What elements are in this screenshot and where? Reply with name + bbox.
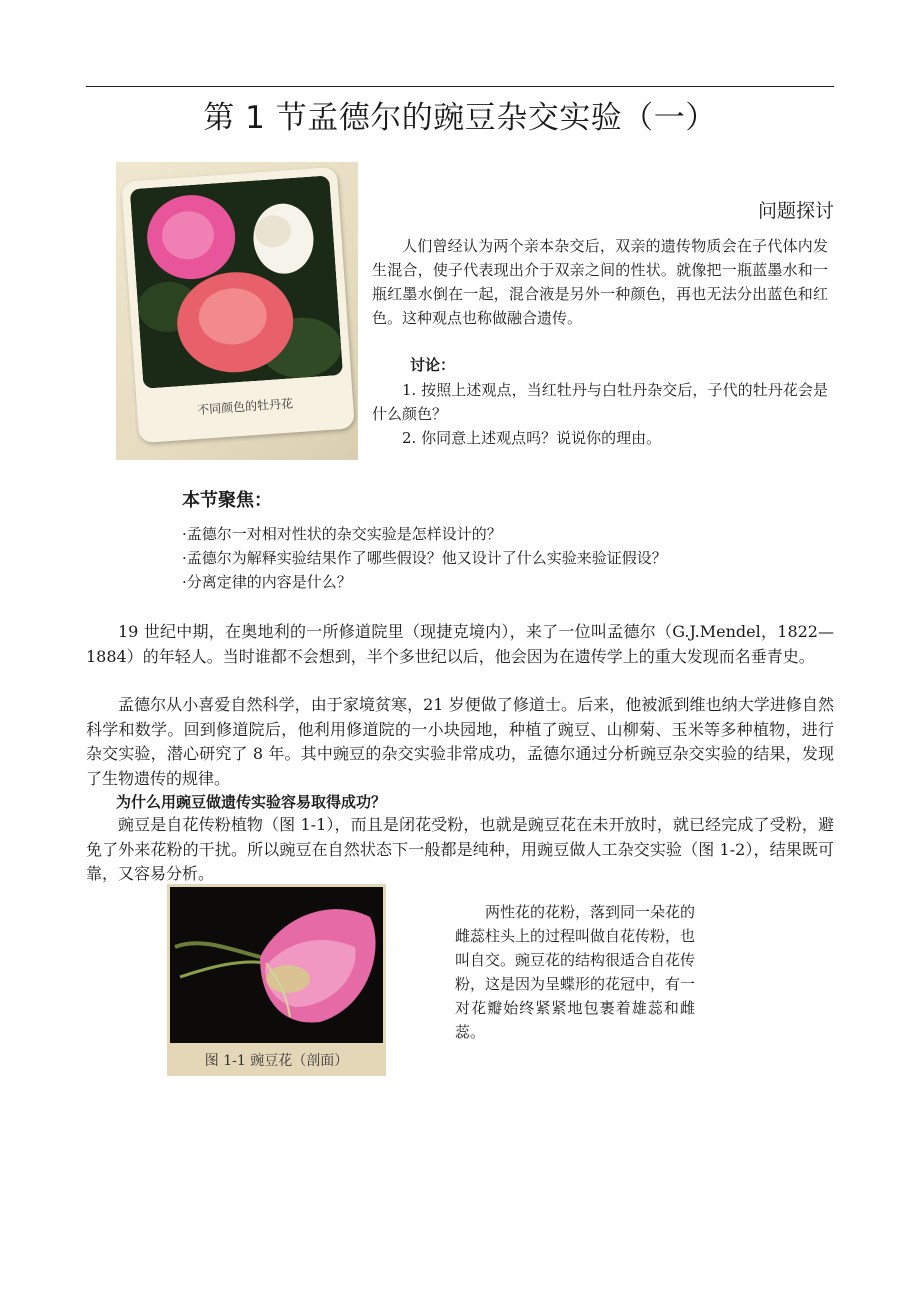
discussion-item-2: 2. 你同意上述观点吗？说说你的理由。: [402, 429, 662, 447]
pea-figure: [167, 884, 386, 1076]
top-rule: [86, 86, 834, 87]
focus-item: ·孟德尔一对相对性状的杂交实验是怎样设计的？: [182, 525, 502, 543]
peony-figure: [116, 162, 358, 460]
problem-heading: 问题探讨: [757, 200, 834, 222]
section-question: 为什么用豌豆做遗传实验容易取得成功？: [116, 793, 387, 811]
focus-item: ·分离定律的内容是什么？: [182, 573, 352, 591]
focus-heading: 本节聚焦：: [182, 490, 272, 511]
peony-photo: [130, 175, 343, 388]
body-paragraph-3: 豌豆是自花传粉植物（图 1-1），而且是闭花受粉，也就是豌豆花在未开放时，就已经完成了受粉，避免了外来花粉的干扰。所以豌豆在自然状态下一般都是纯种，用豌豆做人工杂交实验（图 1-2），结果既可靠，又容易分析。: [86, 815, 834, 883]
peony-caption: 不同颜色的牡丹花: [196, 396, 294, 418]
peony-card: [121, 167, 355, 443]
figure-side-note: 两性花的花粉，落到同一朵花的雌蕊柱头上的过程叫做自花传粉，也叫自交。豌豆花的结构很适合自花传粉，这是因为呈蝶形的花冠中，有一对花瓣始终紧紧地包裹着雄蕊和雌蕊。: [455, 903, 696, 1041]
focus-item: ·孟德尔为解释实验结果作了哪些假设？他又设计了什么实验来验证假设？: [182, 549, 667, 567]
discussion-label: 讨论：: [410, 356, 456, 374]
pea-flower-photo: [170, 887, 383, 1043]
body-paragraph-2: 孟德尔从小喜爱自然科学，由于家境贫寒，21 岁便做了修道士。后来，他被派到维也纳大学进修自然科学和数学。回到修道院后，他利用修道院的一小块园地，种植了豌豆、山柳菊、玉米等多种植物，进行杂交实验，潜心研究了 8 年。其中豌豆的杂交实验非常成功，孟德尔通过分析豌豆杂交实验的结果，发现了生物遗传的规律。: [86, 695, 834, 788]
discussion-item-1: 1. 按照上述观点，当红牡丹与白牡丹杂交后，子代的牡丹花会是什么颜色？: [372, 381, 828, 423]
problem-paragraph: 人们曾经认为两个亲本杂交后，双亲的遗传物质会在子代体内发生混合，使子代表现出介于双亲之间的性状。就像把一瓶蓝墨水和一瓶红墨水倒在一起，混合液是另外一种颜色，再也无法分出蓝色和红色。这种观点也称做融合遗传。: [372, 237, 828, 327]
page-title: 第 1 节孟德尔的豌豆杂交实验（一）: [203, 100, 717, 136]
pea-figure-caption: 图 1-1 豌豆花（剖面）: [204, 1053, 349, 1069]
focus-list: [182, 522, 822, 594]
body-paragraph-1: 19 世纪中期，在奥地利的一所修道院里（现捷克境内），来了一位叫孟德尔（G.J.Mendel，1822—1884）的年轻人。当时谁都不会想到，半个多世纪以后，他会因为在遗传学上的重大发现而名垂青史。: [86, 622, 834, 666]
